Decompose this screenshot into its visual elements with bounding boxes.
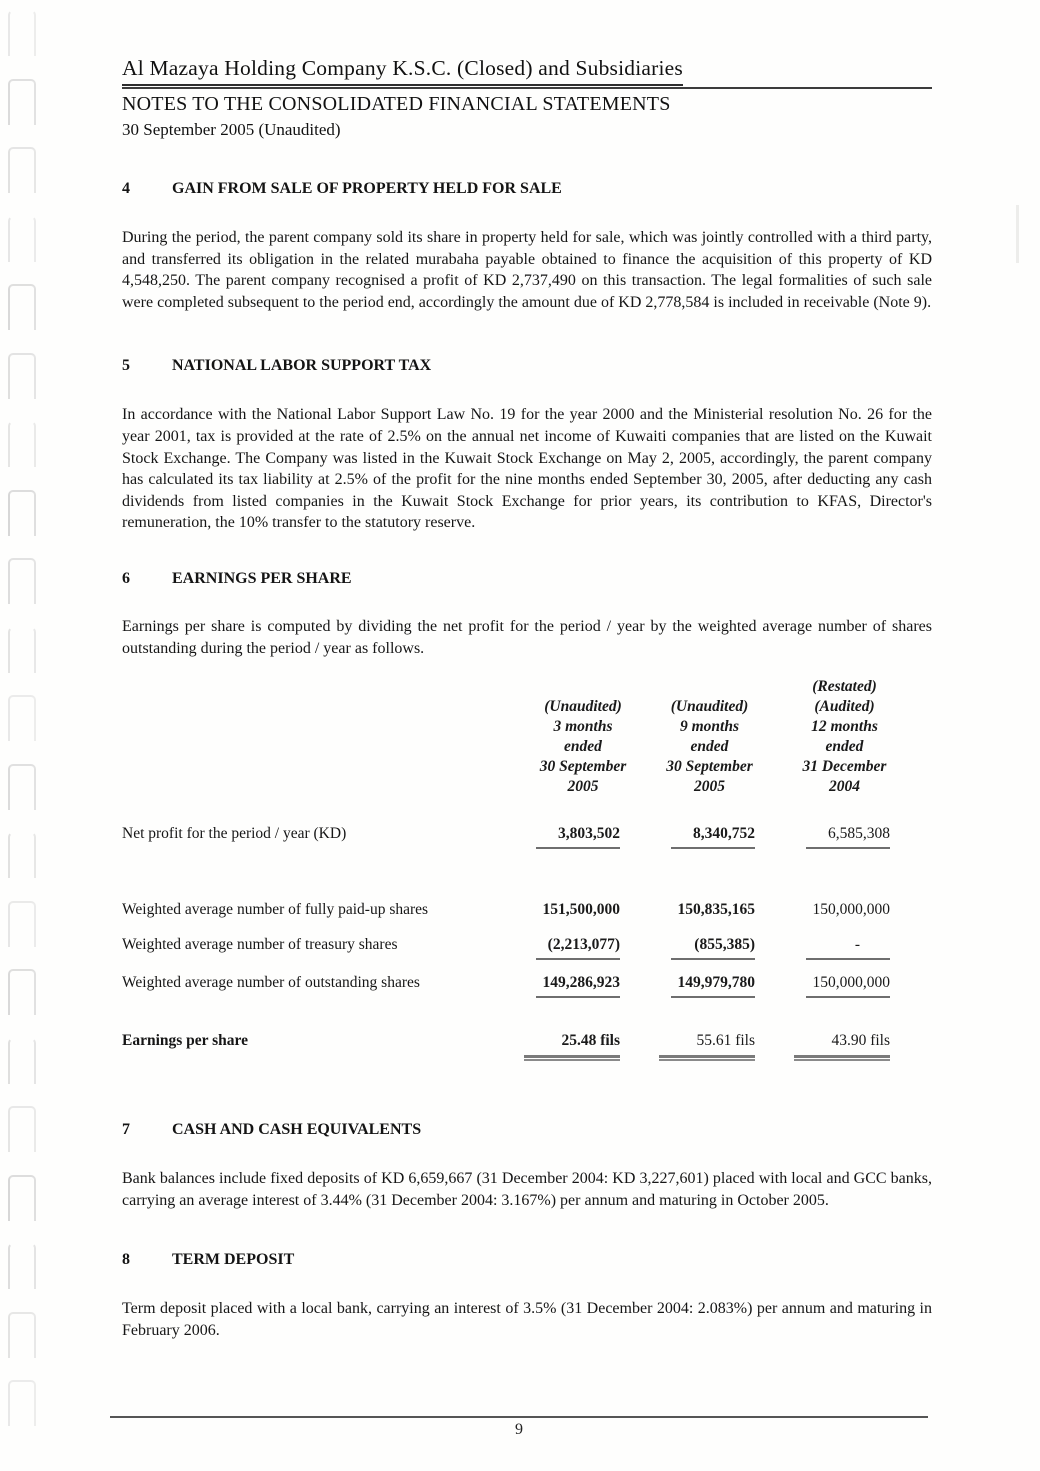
- col2-ended: ended: [690, 738, 729, 756]
- page-number: 9: [515, 1421, 523, 1438]
- col3-date: 31 December: [802, 758, 887, 776]
- col-header-12-months: [777, 677, 912, 797]
- section-4-number: 4: [122, 180, 130, 197]
- value-text: 8,340,752: [693, 825, 755, 843]
- col-header-3-months: [524, 697, 642, 797]
- col2-period: 9 months: [679, 718, 739, 736]
- col1-year: 2005: [567, 778, 599, 796]
- single-rule: [806, 847, 890, 849]
- section-6-title: EARNINGS PER SHARE: [172, 569, 352, 587]
- company-name: [122, 56, 932, 86]
- net-profit-3m: [502, 825, 620, 849]
- col3-status: (Audited): [814, 698, 875, 716]
- col1-period: 3 months: [553, 718, 613, 736]
- col1-ended: ended: [564, 738, 602, 756]
- binding-mark: [8, 1106, 36, 1152]
- section-8-number: 8: [122, 1251, 130, 1269]
- scan-artifact: [1016, 205, 1019, 263]
- document-header: [122, 0, 932, 140]
- net-profit-12m: [755, 825, 890, 849]
- company-name-text: Al Mazaya Holding Company K.S.C. (Closed) and Subsidiaries: [122, 56, 683, 86]
- eps-12m: [755, 1032, 890, 1061]
- value-text: 6,585,308: [828, 825, 890, 843]
- value-text: 25.48 fils: [561, 1032, 620, 1050]
- paidup-3m: [502, 901, 620, 919]
- binding-mark: [8, 901, 36, 947]
- double-rule: [794, 1055, 890, 1061]
- section-4-heading: [122, 180, 932, 198]
- row-label: Weighted average number of outstanding shares: [122, 974, 420, 992]
- value-text: 151,500,000: [542, 901, 620, 919]
- net-profit-9m: [620, 825, 755, 849]
- col-header-9-months: [642, 697, 777, 797]
- row-label: Net profit for the period / year (KD): [122, 825, 347, 843]
- row-label: Earnings per share: [122, 1032, 249, 1050]
- row-label: Weighted average number of treasury shares: [122, 936, 398, 954]
- value-text: 149,979,780: [677, 974, 755, 992]
- table-row-outstanding-shares: [122, 974, 932, 998]
- col3-ended: ended: [825, 738, 864, 756]
- binding-mark: [8, 147, 36, 193]
- page-content: [122, 0, 932, 1342]
- table-row-net-profit: [122, 825, 932, 849]
- section-7-body: Bank balances include fixed deposits of KD 6,659,667 (31 December 2004: KD 3,227,601) placed with local and GCC banks, carrying an average interest of 3.44% (31 December 2004: 3.167%) per annum and maturing in October 2005.: [122, 1170, 932, 1209]
- binding-mark: [8, 353, 36, 399]
- value-text: 55.61 fils: [696, 1032, 755, 1050]
- value-text: 3,803,502: [558, 825, 620, 843]
- col2-year: 2005: [694, 778, 725, 796]
- section-5-body: In accordance with the National Labor Support Law No. 19 for the year 2000 and the Ministerial resolution No. 26 for the year 2001, tax is provided at the rate of 2.5% on the annual net income of Kuwaiti companies that are listed on the Kuwait Stock Exchange. The Company was listed in the Kuwait Stock Exchange on May 2, 2005, accordingly, the parent company has calculated its tax liability at 2.5% of the profit for the nine months ended September 30, 2005, after deducting any cash dividends from listed companies in the Kuwait Stock Exchange for prior years, its contribution to KFAS, Director's remuneration, the 10% transfer to the statutory reserve.: [122, 406, 932, 532]
- section-7-title: CASH AND CASH EQUIVALENTS: [172, 1121, 422, 1139]
- table-row-earnings-per-share: [122, 1032, 932, 1061]
- outstanding-3m: [502, 974, 620, 998]
- binding-mark: [8, 421, 36, 467]
- binding-mark: [8, 10, 36, 56]
- value-text: (2,213,077): [547, 936, 620, 954]
- binding-mark: [8, 627, 36, 673]
- paidup-12m: [755, 901, 890, 919]
- value-text: 43.90 fils: [831, 1032, 890, 1050]
- single-rule: [536, 996, 620, 998]
- page-footer: [110, 1416, 928, 1439]
- eps-9m: [620, 1032, 755, 1061]
- binding-mark: [8, 1312, 36, 1358]
- table-row-paidup-shares: [122, 901, 932, 919]
- binding-mark: [8, 79, 36, 125]
- row-label: Weighted average number of fully paid-up shares: [122, 901, 429, 919]
- col3-restated: (Restated): [812, 678, 877, 696]
- double-rule: [659, 1055, 755, 1061]
- single-rule: [536, 847, 620, 849]
- section-5-title: NATIONAL LABOR SUPPORT TAX: [172, 357, 432, 375]
- binding-mark: [8, 764, 36, 810]
- col1-status: (Unaudited): [544, 698, 622, 716]
- single-rule: [671, 958, 755, 960]
- col3-period: 12 months: [811, 718, 878, 736]
- value-text: 150,000,000: [812, 974, 890, 992]
- col2-date: 30 September: [666, 758, 753, 776]
- single-rule: [806, 958, 890, 960]
- section-8-heading: [122, 1251, 932, 1269]
- section-5-heading: [122, 357, 932, 375]
- eps-3m: [502, 1032, 620, 1061]
- treasury-3m: [502, 936, 620, 960]
- section-8-body: Term deposit placed with a local bank, carrying an interest of 3.5% (31 December 2004: 2.083%) per annum and maturing in February 2006.: [122, 1300, 932, 1339]
- single-rule: [671, 847, 755, 849]
- binding-mark: [8, 832, 36, 878]
- col3-year: 2004: [829, 778, 860, 796]
- treasury-9m: [620, 936, 755, 960]
- statement-date: 30 September 2005 (Unaudited): [122, 120, 341, 139]
- binding-mark: [8, 695, 36, 741]
- eps-table: [122, 677, 932, 1061]
- binding-mark: [8, 1175, 36, 1221]
- value-text: 150,835,165: [677, 901, 755, 919]
- table-row-treasury-shares: [122, 936, 932, 960]
- header-rule: [122, 87, 932, 89]
- col1-date: 30 September: [539, 758, 627, 776]
- binding-mark: [8, 1243, 36, 1289]
- single-rule: [536, 958, 620, 960]
- eps-table-header-row: [122, 677, 932, 797]
- statements-title: NOTES TO THE CONSOLIDATED FINANCIAL STATEMENTS: [122, 93, 671, 115]
- double-rule: [524, 1055, 620, 1061]
- binding-mark: [8, 216, 36, 262]
- section-8-title: TERM DEPOSIT: [172, 1251, 295, 1269]
- paidup-9m: [620, 901, 755, 919]
- section-6-body: Earnings per share is computed by dividing the net profit for the period / year by the weighted average number of shares outstanding during the period / year as follows.: [122, 617, 932, 657]
- section-6-number: 6: [122, 569, 130, 587]
- value-text: 150,000,000: [812, 901, 890, 919]
- single-rule: [671, 996, 755, 998]
- section-4-title: GAIN FROM SALE OF PROPERTY HELD FOR SALE: [172, 180, 562, 197]
- section-6-heading: [122, 570, 932, 588]
- binding-mark: [8, 284, 36, 330]
- binding-mark: [8, 558, 36, 604]
- binding-mark: [8, 1038, 36, 1084]
- col2-status: (Unaudited): [670, 698, 749, 716]
- outstanding-9m: [620, 974, 755, 998]
- section-7-heading: [122, 1121, 932, 1139]
- section-4-body: During the period, the parent company sold its share in property held for sale, which was jointly controlled with a third party, and transferred its obligation in the related murabaha payable obtained to finance the acquisition of this property of KD 4,548,250. The parent company recognised a profit of KD 2,737,490 on this transaction. The legal formalities of such sale were completed subsequent to the period end, accordingly the amount due of KD 2,778,584 is included in receivable (Note 9).: [122, 229, 932, 311]
- value-text: (855,385): [694, 936, 755, 954]
- binding-mark: [8, 490, 36, 536]
- value-text: -: [854, 936, 860, 954]
- value-text: 149,286,923: [542, 974, 620, 992]
- treasury-12m: [755, 936, 890, 960]
- binding-mark: [8, 1380, 36, 1426]
- section-5-number: 5: [122, 357, 130, 375]
- section-7-number: 7: [122, 1121, 130, 1139]
- single-rule: [806, 996, 890, 998]
- outstanding-12m: [755, 974, 890, 998]
- binding-mark: [8, 969, 36, 1015]
